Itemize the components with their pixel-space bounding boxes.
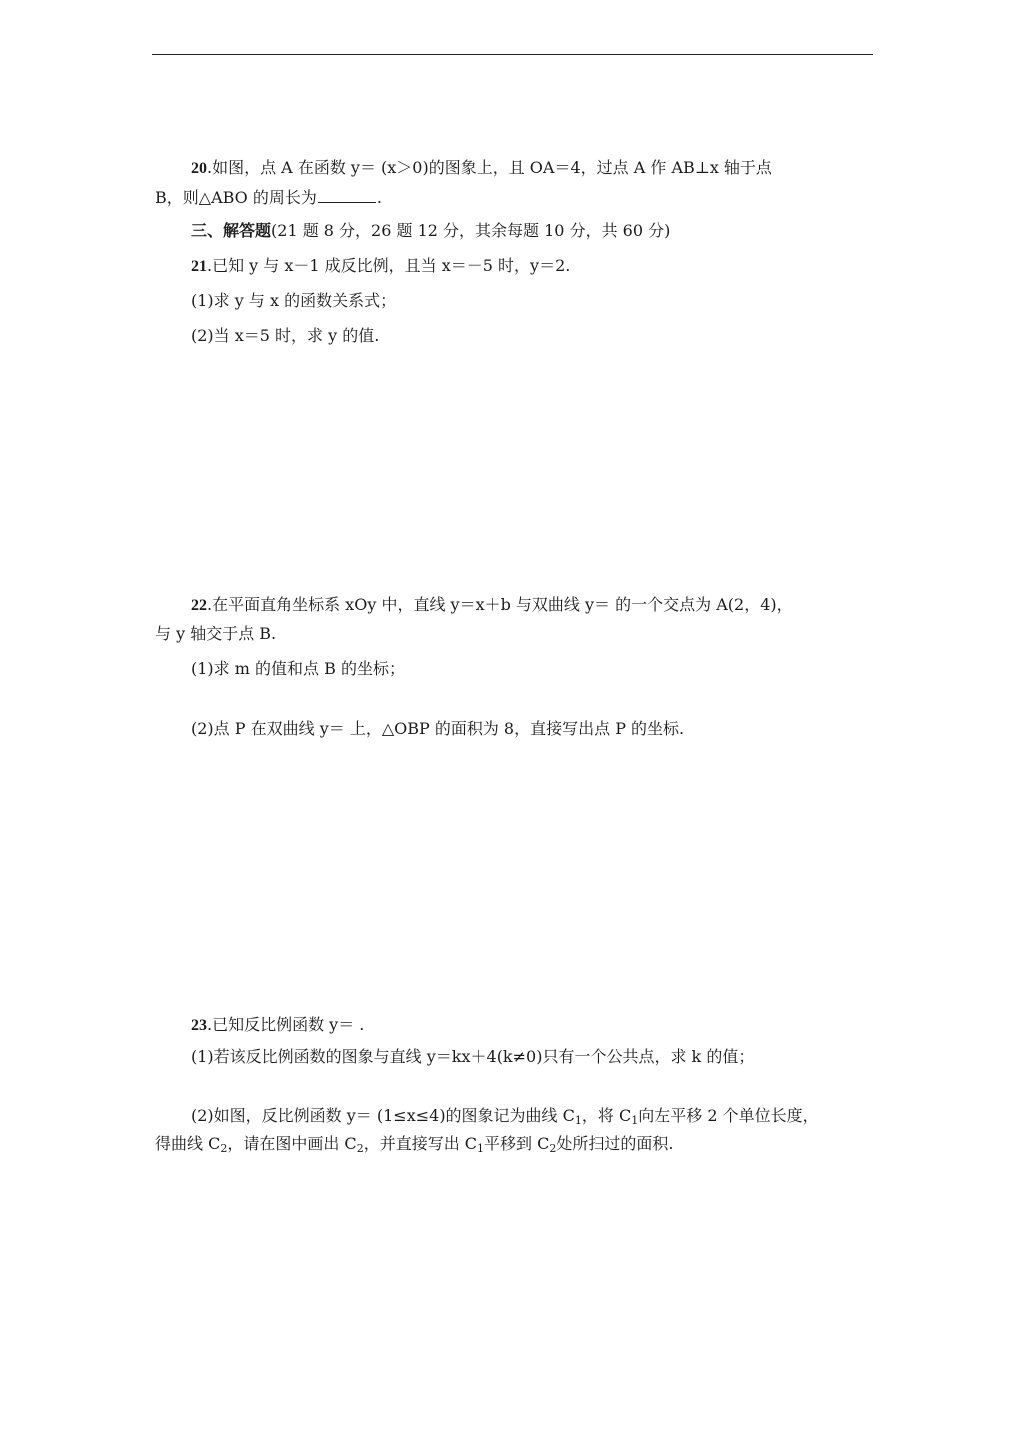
q20-text-line2: B，则△ABO 的周长为	[155, 188, 317, 207]
q21-part2: (2)当 x＝5 时，求 y 的值.	[191, 326, 380, 345]
q23-number: 23	[191, 1017, 207, 1034]
q22-text-line1: .在平面直角坐标系 xOy 中，直线 y＝x＋b 与双曲线 y＝ 的一个交点为 A(2，4)，	[207, 595, 793, 614]
answer-blank	[318, 186, 376, 203]
q23-part1: (1)若该反比例函数的图象与直线 y＝kx＋4(k≠0)只有一个公共点，求 k 的值；	[191, 1047, 755, 1066]
q22-line1	[191, 594, 793, 617]
section3-note: (21 题 8 分，26 题 12 分，其余每题 10 分，共 60 分)	[271, 221, 671, 240]
q21-number: 21	[191, 258, 207, 275]
q22-part2: (2)点 P 在双曲线 y＝ 上，△OBP 的面积为 8，直接写出点 P 的坐标.	[191, 719, 685, 738]
q20-line1	[191, 157, 772, 180]
q20-text-line1: .如图，点 A 在函数 y＝ (x＞0)的图象上，且 OA＝4，过点 A 作 AB⊥x 轴于点	[207, 158, 772, 177]
q22-number: 22	[191, 597, 207, 614]
q23-line1	[191, 1014, 364, 1037]
q20-text-line2-end: .	[376, 188, 382, 207]
q21-text: .已知 y 与 x－1 成反比例，且当 x＝－5 时，y＝2.	[207, 256, 571, 275]
q23-text: .已知反比例函数 y＝ .	[207, 1015, 365, 1034]
q22-line2: 与 y 轴交于点 B.	[155, 624, 277, 643]
q23-part2-line2: 得曲线 $C_2$，请在图中画出 $C_2$，并直接写出 $C_1$平移到 $C_2$处所扫过的面积.	[155, 1134, 674, 1155]
q20-number: 20	[191, 160, 207, 177]
q23-part2-line1: (2)如图，反比例函数 y＝ (1≤x≤4)的图象记为曲线 $C_1$，将 $C_1$向左平移 2 个单位长度，	[191, 1106, 819, 1127]
section3-title: 三、解答题	[191, 221, 272, 240]
section3-heading	[191, 220, 670, 242]
q21-part1: (1)求 y 与 x 的函数关系式；	[191, 291, 397, 310]
header-rule	[152, 54, 873, 55]
q21-line1	[191, 255, 570, 278]
q22-part1: (1)求 m 的值和点 B 的坐标；	[191, 659, 405, 678]
q20-line2	[155, 186, 382, 209]
